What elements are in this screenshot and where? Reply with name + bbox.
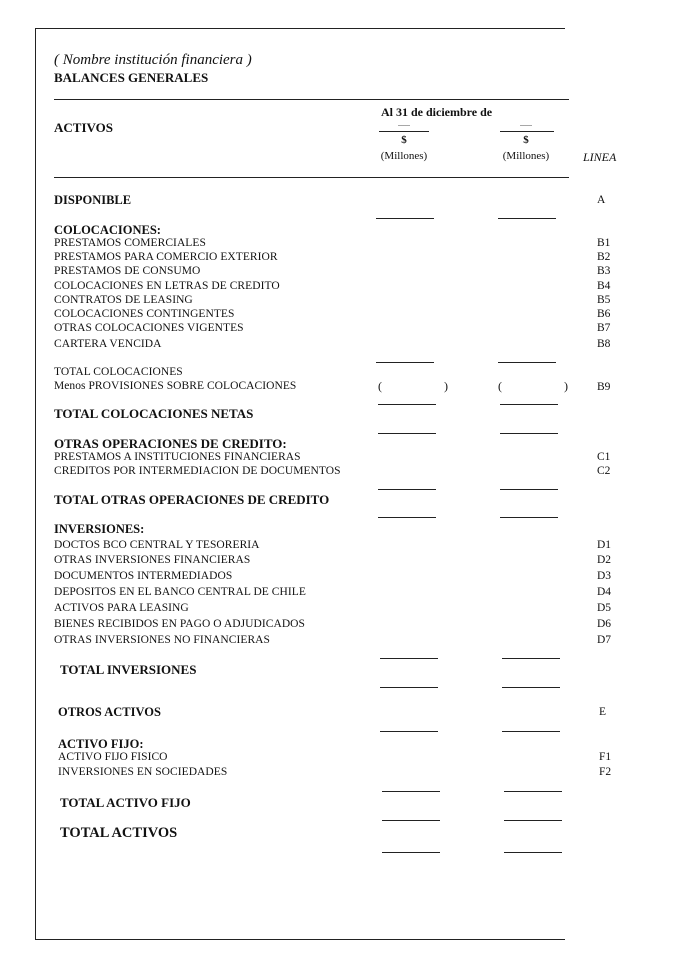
sum-line [380, 658, 438, 659]
inversiones-item: OTRAS INVERSIONES FINANCIERAS [54, 554, 251, 566]
inversiones-item: DEPOSITOS EN EL BANCO CENTRAL DE CHILE [54, 586, 306, 598]
sum-line [498, 218, 556, 219]
total-inversiones: TOTAL INVERSIONES [60, 662, 197, 677]
activo-fijo-item: ACTIVO FIJO FISICO [58, 751, 168, 763]
colocaciones-item: OTRAS COLOCACIONES VIGENTES [54, 322, 244, 334]
colocaciones-item: COLOCACIONES EN LETRAS DE CREDITO [54, 280, 280, 292]
disponible-code: A [597, 194, 606, 206]
inversiones-code: D2 [597, 554, 612, 566]
year-underline-2 [500, 131, 554, 132]
activo-fijo-code: F1 [599, 751, 612, 763]
colocaciones-item: COLOCACIONES CONTINGENTES [54, 308, 235, 320]
linea-heading: LINEA [583, 150, 617, 164]
sum-line [376, 218, 434, 219]
unit-1: (Millones) [380, 150, 428, 162]
colocaciones-code: B5 [597, 294, 611, 306]
otros-activos-label: OTROS ACTIVOS [58, 705, 161, 719]
sum-line [378, 489, 436, 490]
provisiones-close-1: ) [444, 379, 448, 393]
total-otras-operaciones: TOTAL OTRAS OPERACIONES DE CREDITO [54, 492, 330, 507]
colocaciones-item: CARTERA VENCIDA [54, 338, 162, 350]
page-top-rule [35, 28, 565, 29]
activo-fijo-item: INVERSIONES EN SOCIEDADES [58, 766, 228, 778]
year-underline-1 [379, 131, 429, 132]
colocaciones-code: B2 [597, 251, 611, 263]
otras-operaciones-item: PRESTAMOS A INSTITUCIONES FINANCIERAS [54, 451, 301, 463]
colocaciones-code: B4 [597, 280, 611, 292]
institution-name: ( Nombre institución financiera ) [54, 52, 252, 68]
colocaciones-code: B6 [597, 308, 611, 320]
disponible-label: DISPONIBLE [54, 193, 132, 207]
provisiones-open-1: ( [378, 379, 382, 393]
inversiones-code: D7 [597, 634, 612, 646]
total-colocaciones-netas: TOTAL COLOCACIONES NETAS [54, 406, 254, 421]
colocaciones-code: B8 [597, 338, 611, 350]
currency-2: $ [523, 134, 529, 146]
inversiones-item: OTRAS INVERSIONES NO FINANCIERAS [54, 634, 270, 646]
activo-fijo-code: F2 [599, 766, 612, 778]
sum-line [378, 404, 436, 405]
page-title: BALANCES GENERALES [54, 70, 209, 85]
inversiones-code: D3 [597, 570, 612, 582]
provisiones-code: B9 [597, 381, 611, 393]
inversiones-item: DOCUMENTOS INTERMEDIADOS [54, 570, 233, 582]
year-placeholder-2: ...... [520, 119, 532, 128]
sum-line [500, 404, 558, 405]
provisiones-open-2: ( [498, 379, 502, 393]
inversiones-item: ACTIVOS PARA LEASING [54, 602, 189, 614]
otras-operaciones-code: C1 [597, 451, 611, 463]
colocaciones-code: B7 [597, 322, 611, 334]
sum-line [378, 517, 436, 518]
provisiones-label: Menos PROVISIONES SOBRE COLOCACIONES [54, 380, 297, 392]
date-column-heading: Al 31 de diciembre de [381, 105, 493, 119]
page-left-rule [35, 28, 36, 940]
inversiones-code: D1 [597, 539, 612, 551]
header-rule [54, 99, 569, 100]
sum-line [502, 687, 560, 688]
provisiones-close-2: ) [564, 379, 568, 393]
sum-line [378, 433, 436, 434]
page-bottom-rule [35, 939, 565, 940]
sum-line [504, 820, 562, 821]
inversiones-item: DOCTOS BCO CENTRAL Y TESORERIA [54, 539, 260, 551]
colocaciones-item: CONTRATOS DE LEASING [54, 294, 193, 306]
unit-2: (Millones) [502, 150, 550, 162]
sum-line [502, 731, 560, 732]
inversiones-item: BIENES RECIBIDOS EN PAGO O ADJUDICADOS [54, 618, 305, 630]
activos-heading: ACTIVOS [54, 120, 113, 135]
inversiones-code: D5 [597, 602, 612, 614]
colocaciones-code: B1 [597, 237, 611, 249]
colocaciones-item: PRESTAMOS PARA COMERCIO EXTERIOR [54, 251, 278, 263]
colocaciones-item: PRESTAMOS DE CONSUMO [54, 265, 201, 277]
sum-line [376, 362, 434, 363]
column-heading-rule [54, 177, 569, 178]
total-activo-fijo: TOTAL ACTIVO FIJO [60, 795, 191, 810]
sum-line [382, 791, 440, 792]
inversiones-heading: INVERSIONES: [54, 522, 145, 536]
year-placeholder-1: ...... [398, 119, 410, 128]
otras-operaciones-item: CREDITOS POR INTERMEDIACION DE DOCUMENTOS [54, 465, 341, 477]
sum-line [500, 433, 558, 434]
sum-line [504, 852, 562, 853]
sum-line [382, 820, 440, 821]
otras-operaciones-heading: OTRAS OPERACIONES DE CREDITO: [54, 436, 287, 451]
colocaciones-code: B3 [597, 265, 611, 277]
otras-operaciones-code: C2 [597, 465, 611, 477]
sum-line [498, 362, 556, 363]
sum-line [500, 517, 558, 518]
sum-line [502, 658, 560, 659]
sum-line [380, 731, 438, 732]
sum-line [380, 687, 438, 688]
activo-fijo-heading: ACTIVO FIJO: [58, 737, 144, 751]
colocaciones-heading: COLOCACIONES: [54, 223, 161, 237]
currency-1: $ [401, 134, 407, 146]
inversiones-code: D4 [597, 586, 612, 598]
sum-line [382, 852, 440, 853]
total-activos: TOTAL ACTIVOS [60, 825, 178, 841]
colocaciones-item: PRESTAMOS COMERCIALES [54, 237, 206, 249]
otros-activos-code: E [599, 706, 607, 718]
sum-line [504, 791, 562, 792]
total-colocaciones: TOTAL COLOCACIONES [54, 366, 183, 378]
sum-line [500, 489, 558, 490]
inversiones-code: D6 [597, 618, 612, 630]
